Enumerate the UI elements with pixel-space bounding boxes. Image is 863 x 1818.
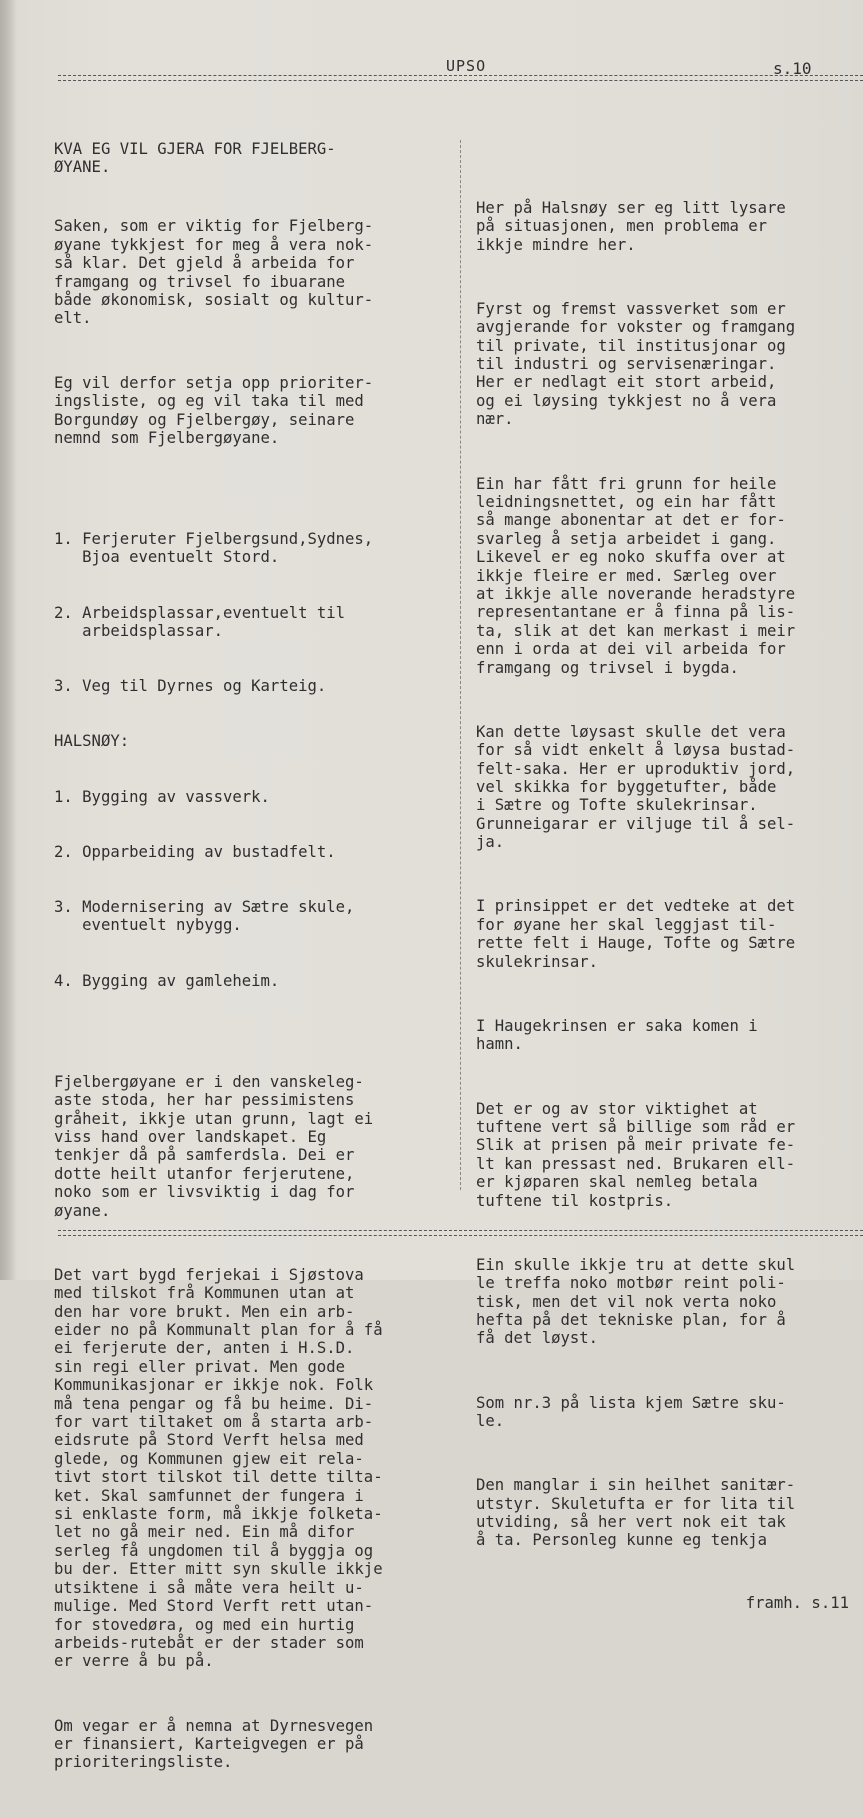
paragraph: Det er og av stor viktighet at tuftene vert så billige som råd er Slik at prisen på meir private fe- lt kan pressast ned. Brukaren ell- er kjøparen skal nemleg betala tuftene til kostpris. — [476, 1099, 796, 1210]
list-item: 1. Ferjeruter Fjelbergsund,Sydnes, Bjoa eventuelt Stord. — [54, 529, 374, 567]
paragraph: Om vegar er å nemna at Dyrnesvegen er finansiert, Karteigvegen er på prioriteringsliste. — [54, 1716, 374, 1772]
paragraph: Eg vil derfor setja opp prioriter- ingsliste, og eg vil taka til med Borgundøy og Fjelbergøy, seinare nemnd som Fjelbergøyane. — [54, 373, 374, 447]
paragraph: Det vart bygd ferjekai i Sjøstova med tilskot frå Kommunen utan at den har vore brukt. Men ein arb- eider no på Kommunalt plan for å få ei ferjerute der, anten i H.S.D. sin regi eller privat. Men gode Kommunikasjonar er ikkje nok. Folk må tena pengar og få bu heime. Di- for vart tiltaket om å starta arb- eidsrute på Stord Verft helsa med glede, og Kommunen gjew eit rela- tivt stort tilskot til dette tilta- ket. Skal samfunnet der fungera i si enklaste form, må ikkje folketa- let no gå meir ned. Ein må difor serleg få ungdomen til å byggja og bu der. Etter mitt syn skulle ikkje utsiktene i så måte vera heilt u- mulige. Med Stord Verft rett utan- for stovedøra, og med ein hurtig arbeids-rutebåt er der stader som er verre å bu på. — [54, 1265, 383, 1671]
footer-rule — [58, 1230, 863, 1236]
paragraph: I prinsippet er det vedteke at det for øyane her skal leggjast til- rette felt i Hauge, Tofte og Sætre skulekrinsar. — [476, 897, 796, 971]
priority-list-fjelbergoyane — [54, 493, 456, 1027]
list-item: 1. Bygging av vassverk. — [54, 787, 270, 806]
paragraph: Her på Halsnøy ser eg litt lysare på situasjonen, men problema er ikkje mindre her. — [476, 198, 786, 254]
page-number: s.10 — [773, 59, 812, 78]
list-item: 2. Opparbeiding av bustadfelt. — [54, 842, 336, 861]
left-column — [54, 103, 456, 1818]
right-column — [476, 162, 863, 1658]
paragraph: Fjelbergøyane er i den vanskeleg- aste stoda, her har pessimistens gråheit, ikkje utan grunn, lagt ei viss hand over landskapet. Eg tenkjer då på samferdsla. Dei er dotte heilt utanfor ferjerutene, noko som er livsviktig i dag for øyane. — [54, 1072, 374, 1220]
page-fold-shadow — [0, 0, 16, 1280]
list-heading: HALSNØY: — [54, 732, 130, 751]
column-divider — [460, 140, 461, 1190]
list-item: 2. Arbeidsplassar,eventuelt til arbeidsplassar. — [54, 603, 346, 640]
paragraph: I Haugekrinsen er saka komen i hamn. — [476, 1016, 758, 1054]
paragraph: Ein skulle ikkje tru at dette skul le treffa noko motbør reint poli- tisk, men det vil nok verta noko hefta på det tekniske plan, for å få det løyst. — [476, 1255, 796, 1348]
paragraph: Kan dette løysast skulle det vera for så vidt enkelt å løysa bustad- felt-saka. Her er uproduktiv jord, vel skikka for byggetufter, både i Sætre og Tofte skulekrinsar. Grunneigarar er viljuge til å sel- ja. — [476, 722, 796, 852]
newsletter-title: UPSO — [446, 57, 487, 75]
paragraph: Som nr.3 på lista kjem Sætre sku- le. — [476, 1393, 786, 1430]
paragraph: Fyrst og fremst vassverket som er avgjerande for vokster og framgang til private, til institusjonar og til industri og servisenæringar. Her er nedlagt eit stort arbeid, og ei løysing tykkjest no å vera nær. — [476, 299, 796, 429]
paragraph: Ein har fått fri grunn for heile leidningsnettet, og ein har fått så mange abonentar at det er for- svarleg å setja arbeidet i gang. Likevel er eg noko skuffa over at ikkje fleire er med. Særleg over at ikkje alle noverande heradstyre representantane er å finna på lis- ta, slik at det kan merkast i meir enn i orda at dei vil arbeida for framgang og trivsel i bygda. — [476, 474, 796, 677]
article-title: KVA EG VIL GJERA FOR FJELBERG- ØYANE. — [54, 139, 336, 177]
header-rule — [58, 75, 863, 81]
list-item: 3. Modernisering av Sætre skule, eventuelt nybygg. — [54, 898, 355, 935]
list-item: 3. Veg til Dyrnes og Karteig. — [54, 677, 327, 696]
continuation-note: framh. s.11 — [745, 1593, 849, 1612]
paragraph: Den manglar i sin heilhet sanitær- utstyr. Skuletufta er for lita til utviding, så her vert nok eit tak å ta. Personleg kunne eg tenkja — [476, 1476, 796, 1550]
paragraph: Saken, som er viktig for Fjelberg- øyane tykkjest for meg å vera nok- så klar. Det gjeld å arbeida for framgang og trivsel fo ibuarane både økonomisk, sosialt og kultur- elt. — [54, 217, 374, 328]
list-item: 4. Bygging av gamleheim. — [54, 971, 280, 990]
